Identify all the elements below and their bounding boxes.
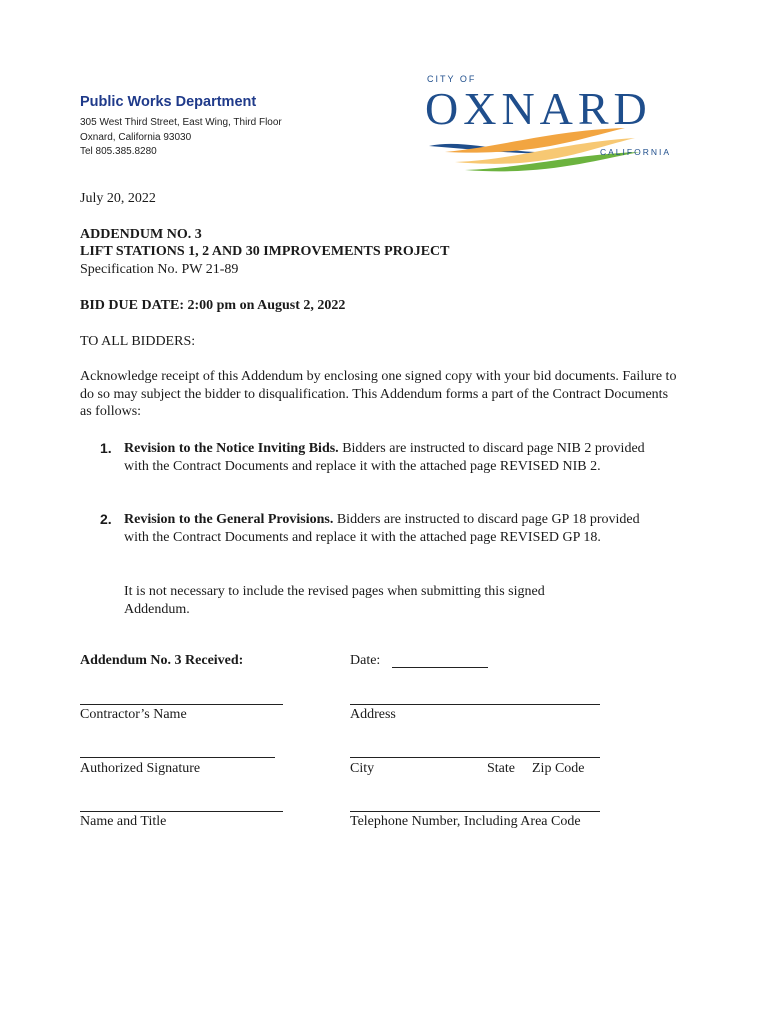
zip-code-label: Zip Code xyxy=(532,761,585,776)
letter-date: July 20, 2022 xyxy=(80,191,156,206)
item-1-title: Revision to the Notice Inviting Bids. xyxy=(124,441,339,456)
addendum-number: ADDENDUM NO. 3 xyxy=(80,227,202,242)
department-name: Public Works Department xyxy=(80,94,257,110)
logo-state: CALIFORNIA xyxy=(600,147,672,157)
city-logo xyxy=(425,74,680,174)
name-title-label: Name and Title xyxy=(80,814,167,829)
date-field-line[interactable] xyxy=(392,667,488,668)
contractor-name-line[interactable] xyxy=(80,704,283,705)
bid-due-date: BID DUE DATE: 2:00 pm on August 2, 2022 xyxy=(80,298,346,313)
address-line[interactable] xyxy=(350,704,600,705)
salutation: TO ALL BIDDERS: xyxy=(80,334,196,349)
intro-paragraph: Acknowledge receipt of this Addendum by enclosing one signed copy with your bid documents. Failure to do so may subject the bidder to disqualification. This Addendum forms a part of the Contract Documents as follows: xyxy=(80,369,677,419)
item-2-text: Bidders are instructed to discard page GP 18 provided with the Contract Documents and replace it with the attached page REVISED GP 18. xyxy=(124,512,640,545)
item-2-number: 2. xyxy=(100,511,112,527)
address-line-2: Oxnard, California 93030 xyxy=(80,131,192,143)
item-1-text: Bidders are instructed to discard page NIB 2 provided with the Contract Documents and replace it with the attached page REVISED NIB 2. xyxy=(124,441,645,474)
logo-city-of: CITY OF xyxy=(427,74,477,84)
city-label: City xyxy=(350,761,375,776)
address-line-1: 305 West Third Street, East Wing, Third Floor xyxy=(80,117,282,128)
date-label: Date: xyxy=(350,653,381,668)
logo-name: OXNARD xyxy=(425,83,652,134)
telephone-line[interactable] xyxy=(350,811,600,812)
telephone-label: Telephone Number, Including Area Code xyxy=(350,814,581,829)
department-header xyxy=(80,94,282,160)
item-2 xyxy=(124,511,654,546)
item-1-number: 1. xyxy=(100,440,112,456)
note-paragraph: It is not necessary to include the revised pages when submitting this signed Addendum. xyxy=(124,584,545,617)
contractor-name-label: Contractor’s Name xyxy=(80,707,187,722)
item-2-title: Revision to the General Provisions. xyxy=(124,512,334,527)
phone-number: Tel 805.385.8280 xyxy=(80,146,157,157)
received-label: Addendum No. 3 Received: xyxy=(80,653,244,668)
specification-number: Specification No. PW 21-89 xyxy=(80,262,239,277)
address-label: Address xyxy=(350,707,396,722)
city-state-zip-line[interactable] xyxy=(350,757,600,758)
authorized-signature-label: Authorized Signature xyxy=(80,761,201,776)
authorized-signature-line[interactable] xyxy=(80,757,275,758)
project-title: LIFT STATIONS 1, 2 AND 30 IMPROVEMENTS PROJECT xyxy=(80,244,450,259)
state-label: State xyxy=(487,761,515,776)
item-1 xyxy=(124,440,654,475)
name-title-line[interactable] xyxy=(80,811,283,812)
